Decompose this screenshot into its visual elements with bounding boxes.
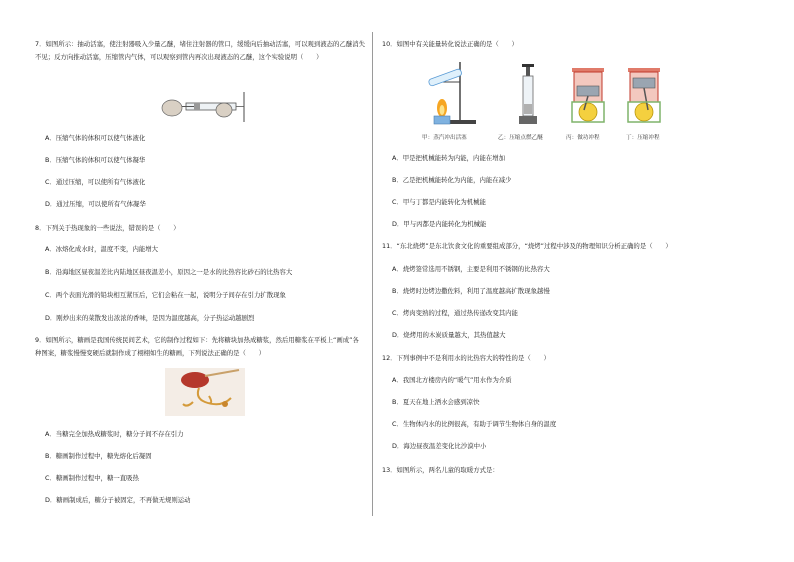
q12-option-b: B．夏天在地上洒水会感到凉快 [392, 398, 480, 406]
q10-option-c: C．甲与丁都是内能转化为机械能 [392, 198, 486, 206]
syringe-figure [158, 90, 248, 124]
sugar-painting-figure [165, 368, 245, 416]
compression-stroke-engine-figure [626, 64, 662, 124]
question-13-stem: 13．如图所示，两名儿童的取暖方式是： [382, 466, 499, 474]
q10-option-a: A．甲是把机械能转为内能，内能在增加 [392, 154, 506, 162]
q12-option-c: C．生物体内水的比例很高，有助于调节生物体自身的温度 [392, 420, 557, 428]
question-9-stem: 9．如图所示，糖画是我国传统民间艺术，它的制作过程如下：先将糖块加热成糖浆，然后用糖浆在平板上“画成”各种图案，糖浆慢慢变硬后就制作成了栩栩如生的糖画，下列说法正确的是（ ） [35, 336, 359, 357]
steam-tube-figure [424, 60, 480, 126]
question-12-stem: 12．下列事例中不是利用水的比热容大的特性的是（ ） [382, 354, 550, 362]
q12-option-d: D．海边昼夜温差变化比沙漠中小 [392, 442, 487, 450]
caption-bing: 丙：做功冲程 [566, 135, 600, 141]
caption-yi: 乙：压缩点燃乙醚 [498, 135, 543, 141]
q11-option-b: B．烧烤时边烤边撒佐料，利用了温度越高扩散现象越慢 [392, 287, 550, 295]
question-10-stem: 10．如图中有关能量转化说法正确的是（ ） [382, 40, 518, 48]
q7-option-b: B．压缩气体的体积可以使气体凝华 [45, 156, 146, 164]
q7-option-d: D．通过压缩，可以使所有气体凝华 [45, 200, 146, 208]
q9-option-d: D．糖画制成后，糖分子被固定，不再做无规则运动 [45, 496, 191, 504]
q9-option-c: C．糖画制作过程中，糖一直吸热 [45, 474, 139, 482]
q8-option-a: A．冰熔化成水时，温度不变，内能增大 [45, 245, 159, 253]
q9-option-b: B．糖画制作过程中，糖先熔化后凝固 [45, 452, 152, 460]
q8-option-d: D．刚炒出来的菜散发出浓浓的香味，是因为温度越高，分子热运动越剧烈 [45, 314, 255, 322]
q11-option-a: A．烧烤签常选用不锈钢，主要是利用不锈钢的比热容大 [392, 265, 550, 273]
q10-option-b: B．乙是把机械能转化为内能，内能在减少 [392, 176, 512, 184]
q7-option-c: C．通过压缩，可以使所有气体液化 [45, 178, 146, 186]
caption-ding: 丁：压缩冲程 [626, 135, 660, 141]
q8-option-b: B．沿海地区昼夜温差比内陆地区昼夜温差小，原因之一是水的比热容比砂石的比热容大 [45, 268, 293, 276]
q10-option-d: D．甲与丙都是内能转化为机械能 [392, 220, 487, 228]
power-stroke-engine-figure [570, 64, 606, 124]
question-11-stem: 11．“东北烧烤”是东北饮食文化的重要组成部分，“烧烤”过程中涉及的物理知识分析正确的是（ ） [382, 242, 672, 250]
q11-option-d: D．烧烤用的木炭质量越大，其热值越大 [392, 331, 506, 339]
q7-option-a: A．压缩气体的体积可以使气体液化 [45, 134, 146, 142]
column-divider [372, 32, 373, 516]
q11-option-c: C．烤肉变熟的过程，通过热传递改变其内能 [392, 309, 518, 317]
q12-option-a: A．我国北方楼房内的“暖气”用水作为介质 [392, 376, 512, 384]
question-8-stem: 8．下列关于热现象的一些说法，错误的是（ ） [35, 224, 180, 232]
q9-option-a: A．当糖完全加热成糖浆时，糖分子间不存在引力 [45, 430, 184, 438]
compression-tube-figure [516, 64, 540, 126]
caption-jia: 甲：蒸汽冲出活塞 [422, 135, 467, 141]
q8-option-c: C．两个表面光滑的铅块相互紧压后，它们会粘在一起，说明分子间存在引力扩散现象 [45, 291, 286, 299]
question-7-stem: 7．如图所示：抽动活塞，使注射器吸入少量乙醚，堵住注射器的管口，缓缓向后抽动活塞，可以观到液态的乙醚消失不见；反方向推动活塞，压缩管内气体，可以观察到管内再次出现液态的乙醚，这个实验说明（ ） [35, 40, 365, 61]
